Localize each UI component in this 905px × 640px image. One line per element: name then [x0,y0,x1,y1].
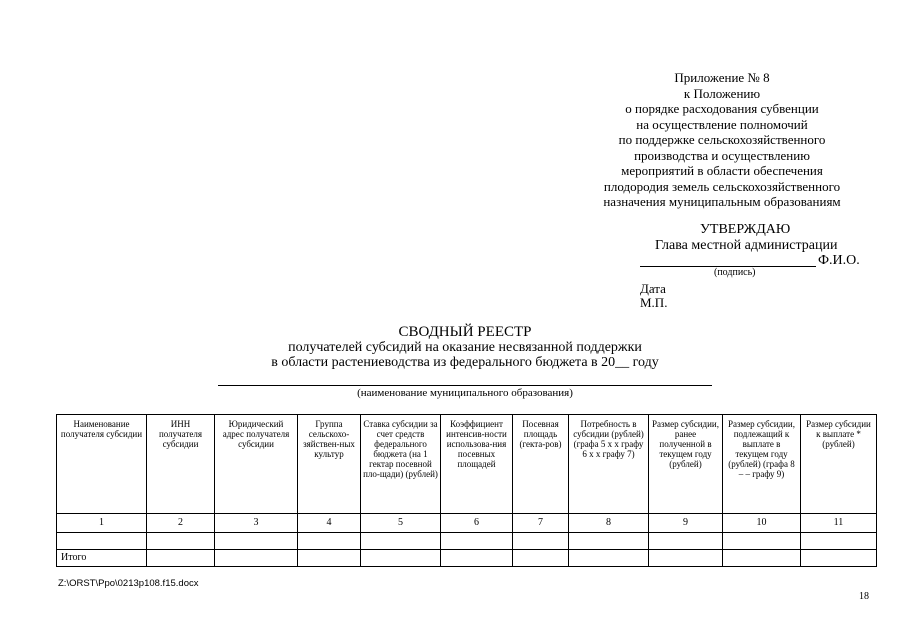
registry-table [56,414,877,567]
table-column-number-row [57,514,877,533]
table-cell [723,550,801,567]
column-number-cell: 6 [441,514,513,533]
table-cell [441,533,513,550]
column-number-cell: 11 [801,514,877,533]
column-number-cell: 8 [569,514,649,533]
appendix-line: к Положению [683,85,761,101]
municipality-line [218,385,712,386]
signature-caption: (подпись) [714,267,756,278]
table-cell [361,533,441,550]
table-cell [723,533,801,550]
table-header-cell: Посевная площадь (гекта-ров) [513,415,569,514]
table-header-cell: Размер субсидии к выплате * (рублей) [801,415,877,514]
approval-role: Глава местной администрации [655,238,838,253]
table-cell [361,550,441,567]
appendix-line: о порядке расходования субвенции [625,101,819,116]
page-number: 18 [859,591,869,602]
table-header-cell: Размер субсидии, ранее полученной в текущем году (рублей) [649,415,723,514]
registry-subtitle-line: в области растениеводства из федерального бюджета в 20__ году [271,355,659,370]
appendix-line: Приложение № 8 [674,70,770,85]
table-header-cell: Группа сельскохо-зяйствен-ных культур [298,415,361,514]
appendix-line: по поддержке сельскохозяйственного [618,132,826,147]
document-path: Z:\ORST\Ppo\0213p108.f15.docx [58,578,199,589]
appendix-line: на осуществление полномочий [636,116,808,132]
column-number-cell: 9 [649,514,723,533]
column-number-cell: 1 [57,514,147,533]
table-header-cell: Юридический адрес получателя субсидии [215,415,298,514]
table-header-cell: Наименование получателя субсидии [57,415,147,514]
column-number-cell: 7 [513,514,569,533]
registry-subtitle-line: получателей субсидий на оказание несвязанной поддержки [288,340,642,355]
table-cell [298,550,361,567]
date-label: Дата [640,281,666,296]
table-total-row [57,550,877,567]
table-cell [649,533,723,550]
column-number-cell: 10 [723,514,801,533]
registry-heading [200,325,730,370]
column-number-cell: 4 [298,514,361,533]
table-cell [569,533,649,550]
table-cell [147,550,215,567]
column-number-cell: 5 [361,514,441,533]
table-cell [215,550,298,567]
total-label: Итого [57,550,147,567]
column-number-cell: 3 [215,514,298,533]
table-header-cell: Коэффициент интенсив-ности использова-ния посевных площадей [441,415,513,514]
table-header-cell: Ставка субсидии за счет средств федерального бюджета (на 1 гектар посевной пло-щади) (рублей) [361,415,441,514]
appendix-line: плодородия земель сельскохозяйственного [603,178,841,194]
approval-fio: Ф.И.О. [818,253,860,268]
table-cell [801,533,877,550]
appendix-line: мероприятий в области обеспечения [621,163,823,178]
table-cell [441,550,513,567]
table-cell [569,550,649,567]
appendix-line: назначения муниципальным образованиям [603,194,841,209]
table-cell [298,533,361,550]
table-cell [215,533,298,550]
municipality-caption: (наименование муниципального образования) [357,387,573,399]
table-header-row [57,415,877,514]
stamp-label: М.П. [640,295,668,310]
table-header-cell: Размер субсидии, подлежащий к выплате в текущем году (рублей) (графа 8 – – графу 9) [723,415,801,514]
table-cell [57,533,147,550]
table-empty-row [57,533,877,550]
table-header-cell: ИНН получателя субсидии [147,415,215,514]
approval-title: УТВЕРЖДАЮ [700,222,791,237]
table-cell [801,550,877,567]
column-number-cell: 2 [147,514,215,533]
appendix-line: производства и осуществлению [634,147,810,163]
registry-title: СВОДНЫЙ РЕЕСТР [398,324,532,340]
table-header-cell: Потребность в субсидии (рублей) (графа 5 x x графу 6 x x графу 7) [569,415,649,514]
table-cell [147,533,215,550]
table-cell [649,550,723,567]
table-cell [513,533,569,550]
appendix-block [560,70,884,210]
table-cell [513,550,569,567]
